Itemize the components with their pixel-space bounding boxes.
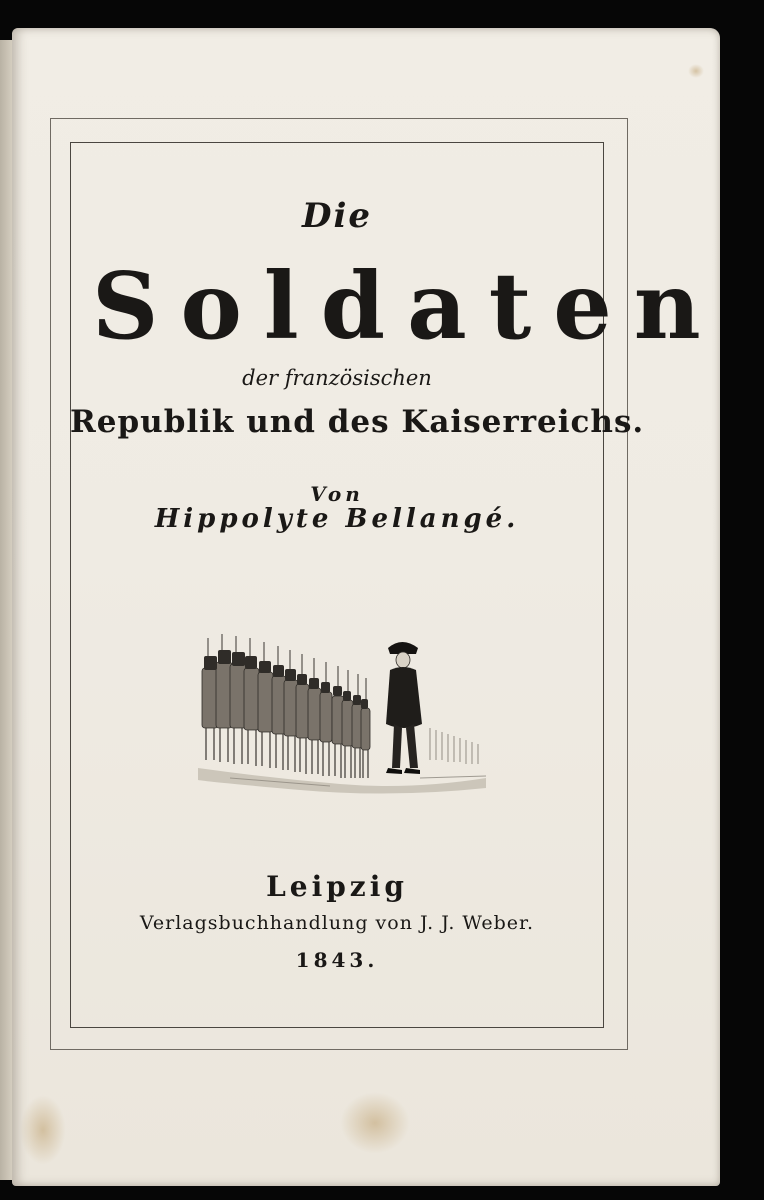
imprint-city: Leipzig xyxy=(266,870,408,903)
author-name: Hippolyte Bellangé. xyxy=(154,504,520,534)
title-article: Die xyxy=(301,196,373,236)
author-preposition: Von xyxy=(310,482,364,506)
foxing-stain xyxy=(20,1095,66,1165)
subtitle-line-1: der französischen xyxy=(242,366,432,390)
main-title: Soldaten xyxy=(92,252,723,360)
ground xyxy=(198,768,486,794)
distant-troops xyxy=(430,728,478,764)
imprint-year: 1843. xyxy=(295,948,379,972)
subtitle-line-2: Republik und des Kaiserreichs. xyxy=(70,404,645,440)
soldiers-illustration xyxy=(190,628,490,808)
officer-figure xyxy=(386,642,422,774)
imprint-publisher: Verlagsbuchhandlung von J. J. Weber. xyxy=(139,912,535,934)
foxing-stain xyxy=(688,64,704,78)
foxing-stain xyxy=(340,1092,410,1154)
